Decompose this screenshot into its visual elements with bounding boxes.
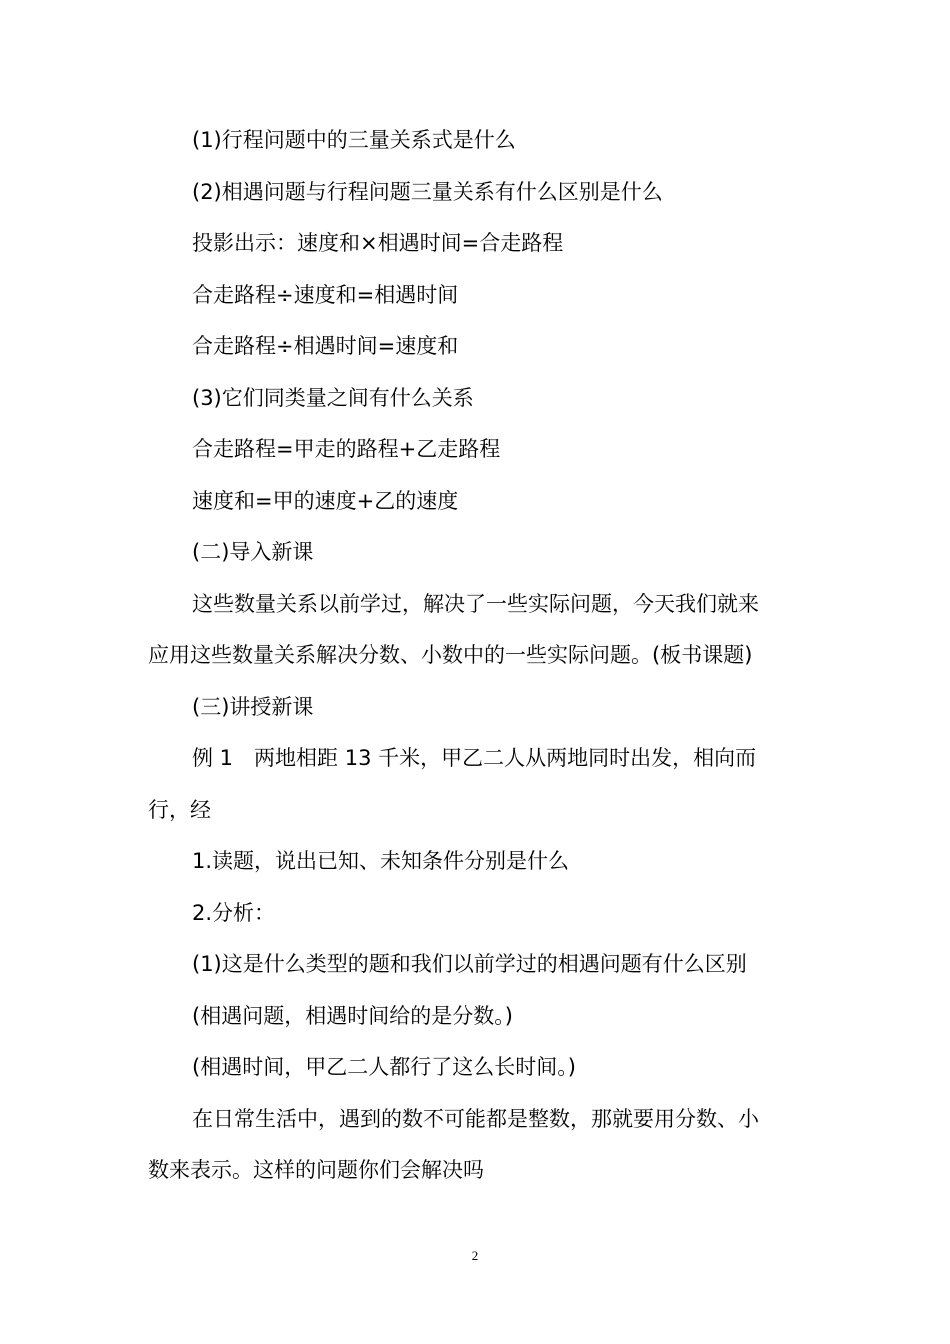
- text-line: 这些数量关系以前学过，解决了一些实际问题，今天我们就来: [192, 591, 759, 616]
- text-line: (二)导入新课: [192, 540, 314, 564]
- text-line: (1)这是什么类型的题和我们以前学过的相遇问题有什么区别: [192, 952, 747, 976]
- text-line: (3)它们同类量之间有什么关系: [192, 385, 474, 410]
- text-line: 速度和=甲的速度+乙的速度: [192, 488, 459, 513]
- text-line: 行，经: [148, 797, 211, 822]
- text-line: 2.分析：: [192, 900, 276, 925]
- text-line: (1)行程问题中的三量关系式是什么: [192, 128, 516, 152]
- text-line: 投影出示：速度和×相遇时间=合走路程: [192, 231, 564, 255]
- text-line: 例 1 两地相距 13 千米，甲乙二人从两地同时出发，相向而: [192, 746, 757, 770]
- text-line: 在日常生活中，遇到的数不可能都是整数，那就要用分数、小: [192, 1106, 759, 1131]
- text-line: (相遇时间，甲乙二人都行了这么长时间。): [192, 1055, 576, 1079]
- document-body: [148, 115, 808, 1197]
- text-line: 合走路程÷速度和=相遇时间: [192, 282, 459, 307]
- text-line: 合走路程=甲走的路程+乙走路程: [192, 437, 501, 461]
- text-line: (相遇问题，相遇时间给的是分数。): [192, 1003, 513, 1028]
- text-line: (2)相遇问题与行程问题三量关系有什么区别是什么: [192, 179, 663, 204]
- page-number: 2: [471, 1248, 479, 1263]
- text-line: 应用这些数量关系解决分数、小数中的一些实际问题。(板书课题): [148, 643, 753, 667]
- text-line: 合走路程÷相遇时间=速度和: [192, 334, 459, 358]
- text-line: 1.读题，说出已知、未知条件分别是什么: [192, 849, 570, 873]
- text-line: 数来表示。这样的问题你们会解决吗: [148, 1158, 484, 1182]
- text-line: (三)讲授新课: [192, 694, 314, 719]
